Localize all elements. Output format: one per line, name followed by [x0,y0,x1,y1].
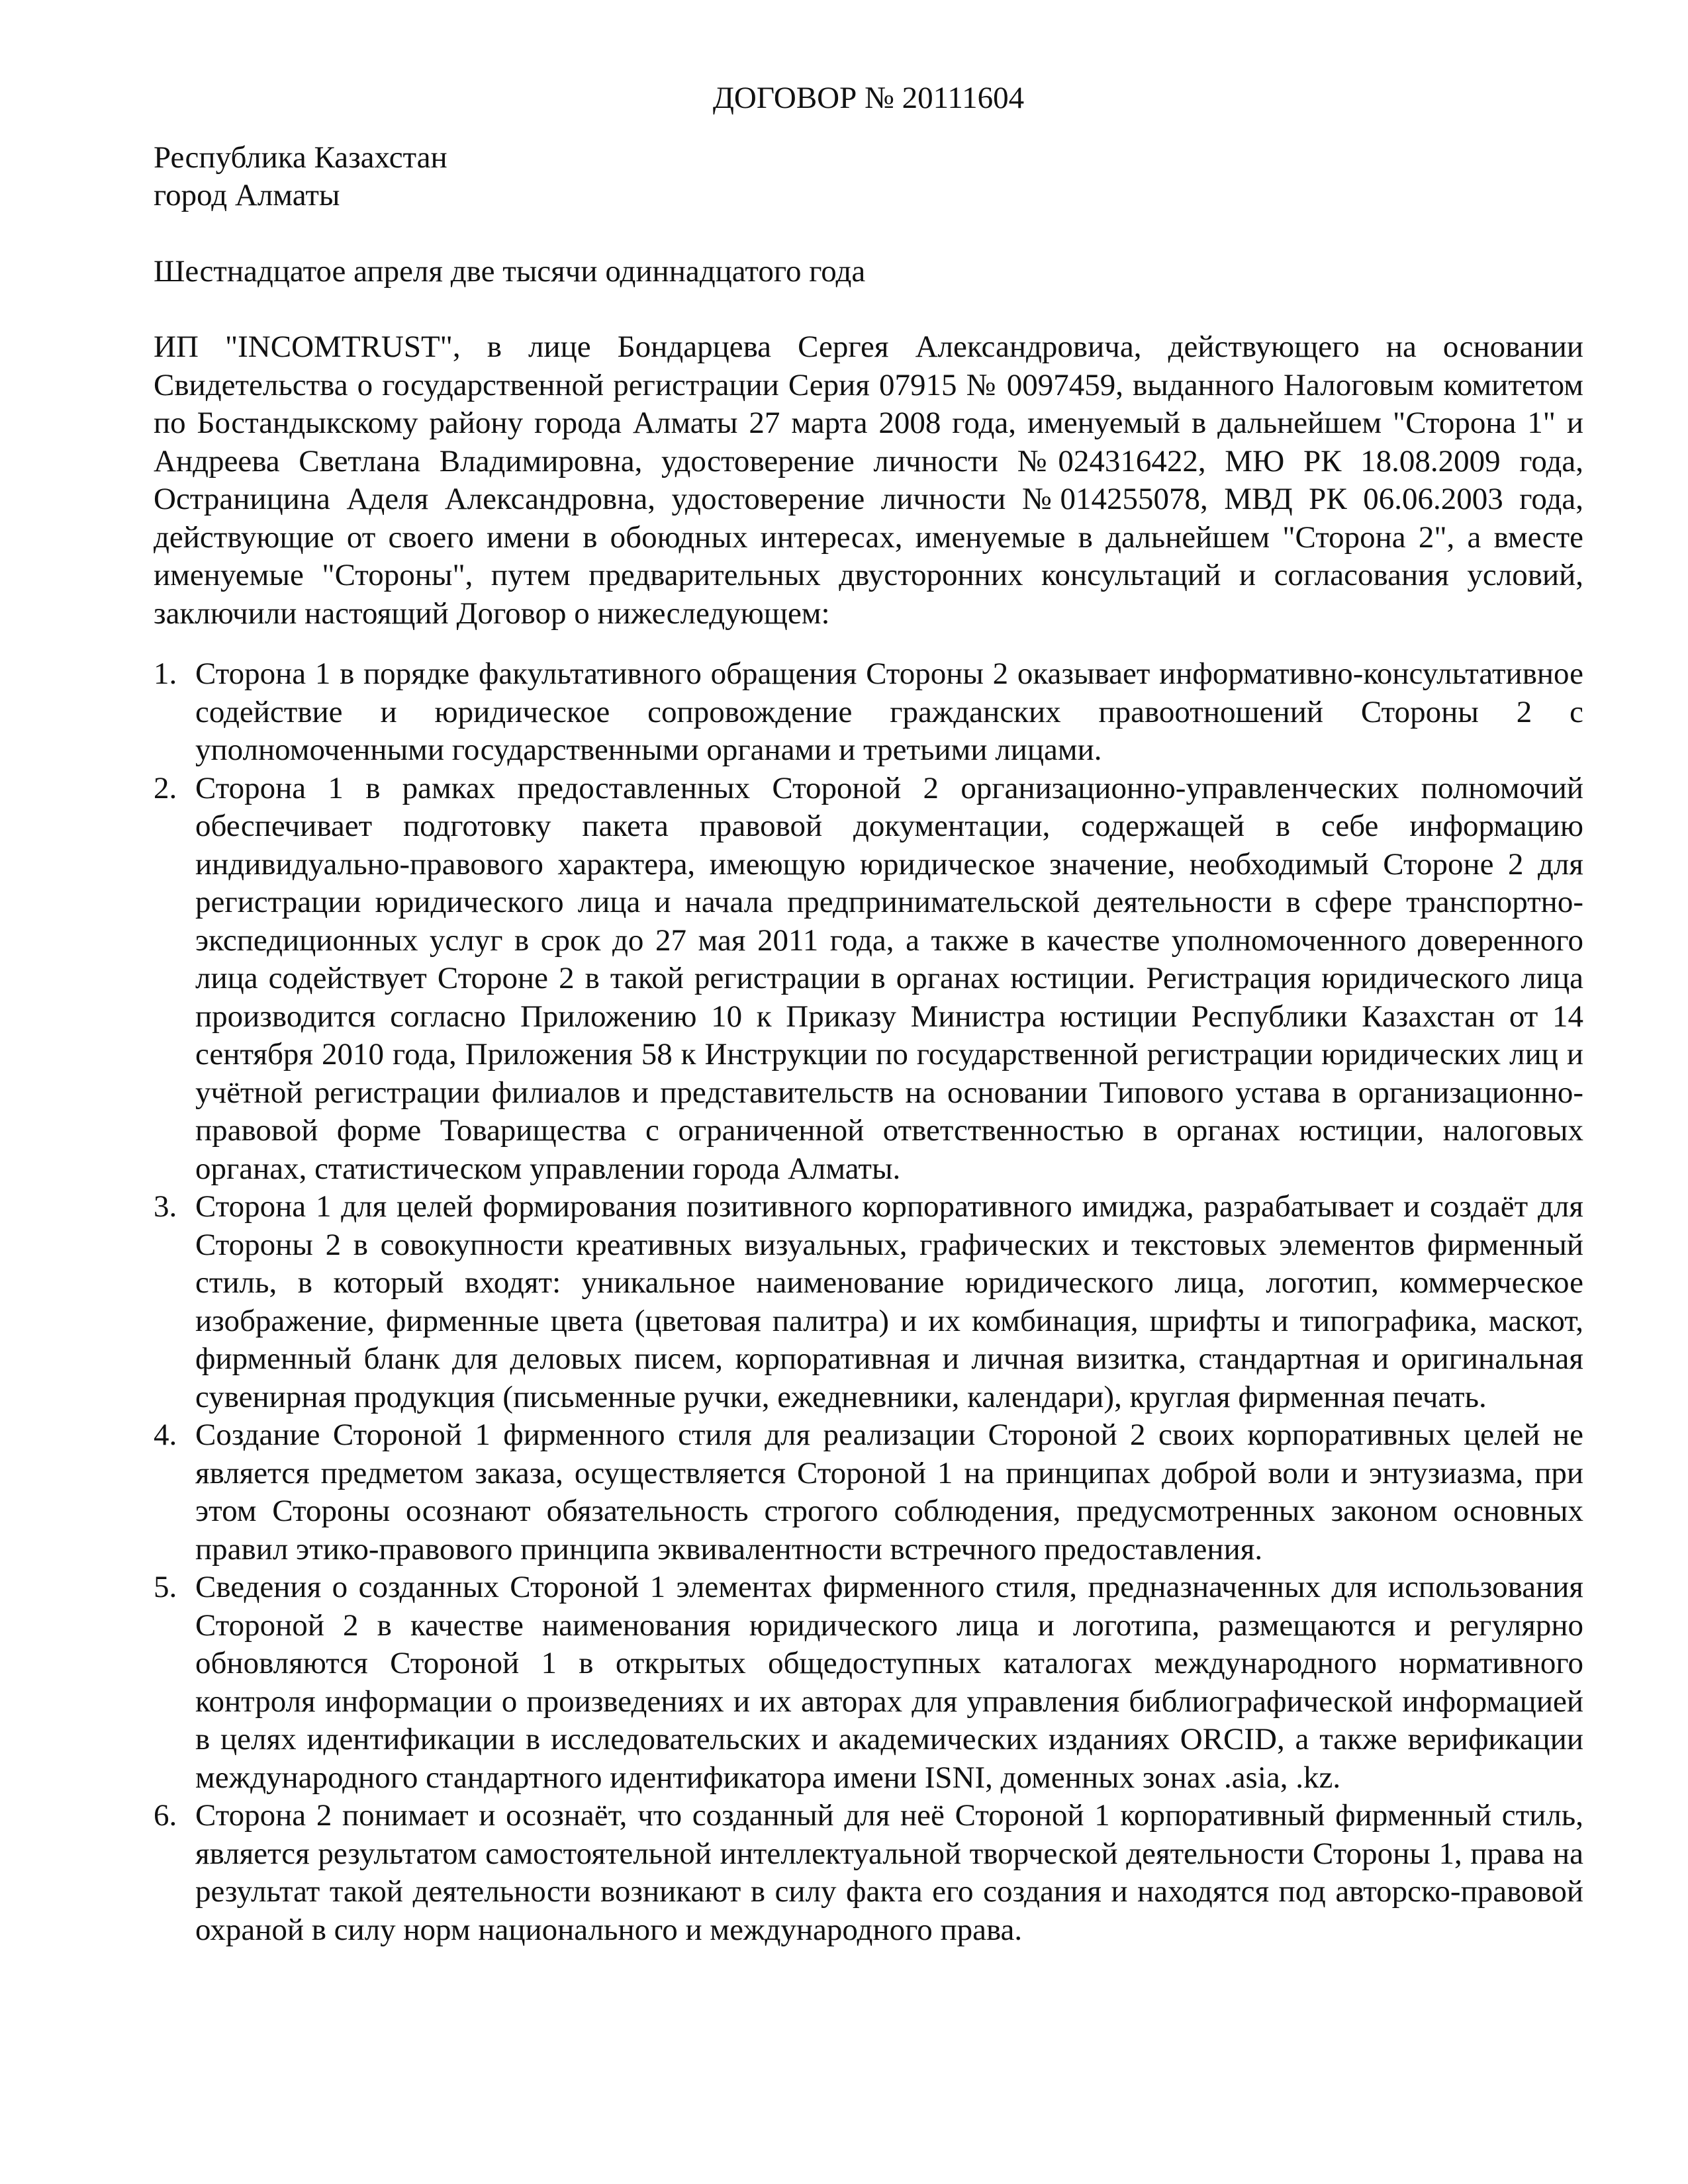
clause-text: Сторона 1 в рамках предоставленных Стороной 2 организационно-управленческих полномочий обеспечивает подготовку пакета правовой документации, содержащей в себе информацию индивидуально-правового характера, имеющую юридическое значение, необходимый Стороне 2 для регистрации юридического лица и начала предпринимательской деятельности в сфере транспортно-экспедиционных услуг в срок до 27 мая 2011 года, а также в качестве уполномоченного доверенного лица содействует Стороне 2 в такой регистрации в органах юстиции. Регистрация юридического лица производится согласно Приложению 10 к Приказу Министра юстиции Республики Казахстан от 14 сентября 2010 года, Приложения 58 к Инструкции по государственной регистрации юридических лиц и учётной регистрации филиалов и представительств на основании Типового устава в организационно-правовой форме Товарищества с ограниченной ответственностью в органах юстиции, налоговых органах, статистическом управлении города Алматы. [195,770,1583,1186]
clause-item [154,655,1583,770]
clause-text: Создание Стороной 1 фирменного стиля для реализации Стороной 2 своих корпоративных целей не является предметом заказа, осуществляется Стороной 1 на принципах доброй воли и энтузиазма, при этом Стороны осознают обязательность строгого соблюдения, предусмотренных законом основных правил этико-правового принципа эквивалентности встречного предоставления. [195,1418,1583,1567]
contract-page [154,79,1583,1949]
clause-text: Сведения о созданных Стороной 1 элементах фирменного стиля, предназначенных для использования Стороной 2 в качестве наименования юридического лица и логотипа, размещаются и регулярно обновляются Стороной 1 в открытых общедоступных каталогах международного нормативного контроля информации о произведениях и их авторах для управления библиографической информацией в целях идентификации в исследовательских и академических изданиях ORCID, а также верификации международного стандартного идентификатора имени ISNI, доменных зонах .asia, .kz. [195,1570,1583,1795]
clause-number: 2. [154,770,177,805]
clause-text: Сторона 1 в порядке факультативного обращения Стороны 2 оказывает информативно-консультативное содействие и юридическое сопровождение гражданских правоотношений Стороны 2 с уполномоченными государственными органами и третьими лицами. [195,657,1583,767]
clause-item [154,1797,1583,1949]
preamble-paragraph: ИП "INCOMTRUST", в лице Бондарцева Сергея Александровича, действующего на основании Свидетельства о государственной регистрации Серия 07915 № 0097459, выданного Налоговым комитетом по Бостандыкскому району города Алматы 27 марта 2008 года, именуемый в дальнейшем "Сторона 1" и Андреева Светлана Владимировна, удостоверение личности №024316422, МЮ РК 18.08.2009 года, Остраницина Аделя Александровна, удостоверение личности №014255078, МВД РК 06.06.2003 года, действующие от своего имени в обоюдных интересах, именуемые в дальнейшем "Сторона 2", а вместе именуемые "Стороны", путем предварительных двусторонних консультаций и согласования условий, заключили настоящий Договор о нижеследующем: [154,330,1583,631]
clause-text: Сторона 2 понимает и осознаёт, что созданный для неё Стороной 1 корпоративный фирменный стиль, является результатом самостоятельной интеллектуальной творческой деятельности Стороны 1, права на результат такой деятельности возникают в силу факта его создания и находятся под авторско-правовой охраной в силу норм национального и международного права. [195,1798,1583,1947]
clause-item [154,1188,1583,1416]
location-city: город Алматы [154,178,340,212]
clause-text: Сторона 1 для целей формирования позитивного корпоративного имиджа, разрабатывает и создаёт для Стороны 2 в совокупности креативных визуальных, графических и текстовых элементов фирменный стиль, в который входят: уникальное наименование юридического лица, логотип, коммерческое изображение, фирменные цвета (цветовая палитра) и их комбинация, шрифты и типографика, маскот, фирменный бланк для деловых писем, корпоративная и личная визитка, стандартная и оригинальная сувенирная продукция (письменные ручки, ежедневники, календари), круглая фирменная печать. [195,1189,1583,1414]
clause-number: 1. [154,657,177,691]
location-block [154,139,1583,215]
contract-date: Шестнадцатое апреля две тысячи одиннадцатого года [154,253,866,289]
document-title: ДОГОВОР № 20111604 [712,81,1025,115]
clause-item [154,1416,1583,1569]
clause-number: 4. [154,1418,177,1452]
location-country: Республика Казахстан [154,140,447,175]
clauses-list [154,655,1583,1949]
clause-number: 5. [154,1570,177,1604]
clause-item [154,1569,1583,1797]
clause-number: 6. [154,1798,177,1833]
clause-number: 3. [154,1189,177,1224]
clause-item [154,770,1583,1189]
